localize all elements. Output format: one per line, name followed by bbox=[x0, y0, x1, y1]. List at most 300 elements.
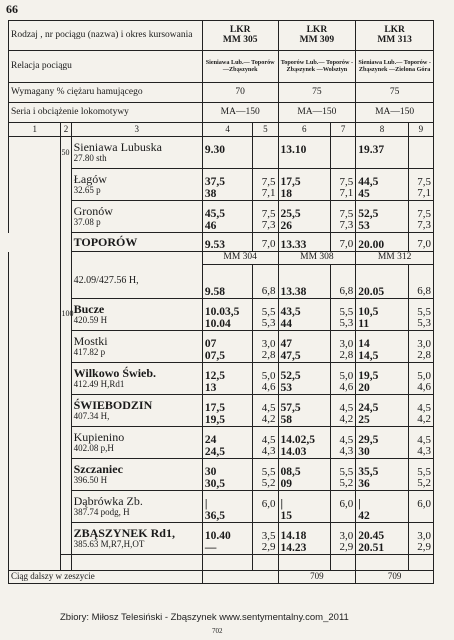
station-name: Łagów bbox=[73, 172, 107, 187]
departure-time: 20 bbox=[358, 381, 370, 394]
station-cell bbox=[71, 169, 202, 201]
time-cell: 20.00 bbox=[356, 233, 408, 252]
km-cell bbox=[9, 265, 61, 299]
station-row bbox=[9, 201, 434, 233]
time-cell bbox=[202, 427, 252, 459]
km-cell bbox=[61, 265, 71, 299]
station-name: Mostki bbox=[73, 334, 108, 349]
run-minutes: 6,0 bbox=[261, 497, 276, 510]
time-cell bbox=[278, 491, 330, 523]
min-cell bbox=[253, 169, 278, 201]
arrival-time: 45,5 bbox=[204, 207, 225, 220]
train-header-2 bbox=[278, 21, 356, 51]
time-cell: 9.53 bbox=[202, 233, 252, 252]
run-minutes: 7,5 bbox=[261, 175, 276, 188]
arrival-time: 19,5 bbox=[358, 369, 379, 382]
run-minutes: 7,5 bbox=[417, 175, 431, 188]
station-cell bbox=[71, 363, 202, 395]
min-cell bbox=[331, 395, 356, 427]
spacer bbox=[9, 555, 61, 571]
arrival-time: 47 bbox=[280, 337, 293, 350]
min-cell bbox=[331, 331, 356, 363]
arrival-time: | bbox=[280, 497, 284, 510]
departure-time: 24,5 bbox=[204, 445, 225, 458]
run-minutes: 7,5 bbox=[261, 207, 276, 220]
run-minutes: 7,1 bbox=[417, 187, 431, 200]
time-cell bbox=[278, 363, 330, 395]
min-cell bbox=[408, 331, 433, 363]
run-minutes: 4,3 bbox=[261, 445, 276, 458]
run-minutes: 5,5 bbox=[261, 465, 276, 478]
run-minutes: 2,9 bbox=[339, 541, 354, 554]
departure-time: 20.51 bbox=[358, 541, 385, 554]
station-name: Kupienino bbox=[73, 430, 125, 445]
time-cell bbox=[278, 201, 330, 233]
label-wymagany: Wymagany % ciężaru hamującego bbox=[9, 83, 203, 103]
run-minutes bbox=[255, 510, 275, 522]
col-num: 3 bbox=[71, 123, 202, 137]
spacer bbox=[278, 555, 330, 571]
min-cell bbox=[253, 523, 278, 555]
arrival-time: 35,5 bbox=[358, 465, 379, 478]
run-minutes: 4,2 bbox=[339, 413, 354, 426]
arrival-time: 10.03,5 bbox=[204, 305, 240, 318]
departure-time: 58 bbox=[280, 413, 293, 426]
arrival-time: | bbox=[358, 497, 361, 510]
timetable bbox=[8, 20, 434, 584]
station-cell bbox=[71, 201, 202, 233]
min-cell bbox=[408, 427, 433, 459]
page-number: 66 bbox=[6, 2, 18, 16]
time-cell bbox=[202, 491, 252, 523]
km-marker bbox=[61, 491, 71, 523]
run-minutes: 4,2 bbox=[417, 413, 431, 426]
run-minutes: 2,9 bbox=[417, 541, 431, 554]
km-marker bbox=[61, 201, 71, 233]
km-cell bbox=[9, 137, 61, 169]
station-row bbox=[9, 459, 434, 491]
km-cell bbox=[9, 363, 61, 395]
departure-time: 15 bbox=[280, 509, 293, 522]
station-cell bbox=[71, 427, 202, 459]
min-cell: 7,0 bbox=[408, 233, 433, 252]
col-num: 5 bbox=[253, 123, 278, 137]
col-num: 9 bbox=[408, 123, 433, 137]
time-cell bbox=[202, 169, 252, 201]
run-minutes: 5,2 bbox=[261, 477, 276, 490]
arrival-time: 24,5 bbox=[358, 401, 379, 414]
km-marker bbox=[61, 363, 71, 395]
station-row bbox=[9, 363, 434, 395]
time-cell: 20.05 bbox=[356, 265, 408, 299]
min-cell bbox=[253, 363, 278, 395]
run-minutes: 7,3 bbox=[417, 219, 431, 232]
run-minutes: 2,8 bbox=[417, 349, 431, 362]
km-cell bbox=[9, 459, 61, 491]
departure-time: 13 bbox=[204, 381, 217, 394]
name-cell bbox=[71, 252, 202, 265]
station-name: Wilkowo Świeb. bbox=[73, 366, 157, 381]
km-cell bbox=[9, 299, 61, 331]
station-name: ŚWIEBODZIN bbox=[73, 398, 153, 413]
station-rows-a bbox=[9, 137, 434, 233]
run-minutes: 2,9 bbox=[261, 541, 276, 554]
min-cell bbox=[253, 491, 278, 523]
time-cell bbox=[356, 363, 408, 395]
departure-time bbox=[205, 156, 250, 168]
arrival-time: 14 bbox=[358, 337, 370, 350]
train-header-3 bbox=[356, 21, 434, 51]
header-brake-row bbox=[9, 83, 434, 103]
run-minutes: 7,3 bbox=[261, 219, 276, 232]
departure-time: 42 bbox=[358, 509, 370, 522]
run-minutes: 3,0 bbox=[261, 337, 276, 350]
arrival-time: | bbox=[204, 497, 208, 510]
station-km: 420.59 H bbox=[73, 315, 108, 326]
sub-train-1: MM 304 bbox=[202, 252, 278, 265]
time-cell bbox=[356, 523, 408, 555]
min-cell: 7,0 bbox=[331, 233, 356, 252]
station-name: Szczaniec bbox=[73, 462, 123, 477]
arrival-time: 17,5 bbox=[204, 401, 225, 414]
footer-cont-2: 709 bbox=[278, 571, 356, 584]
station-row bbox=[9, 491, 434, 523]
run-minutes: 4,6 bbox=[339, 381, 354, 394]
credit-line: Zbiory: Miłosz Telesiński - Zbąszynek www.sentymentalny.com_2011 bbox=[60, 612, 349, 623]
run-minutes: 3,0 bbox=[417, 337, 431, 350]
sub-train-2: MM 308 bbox=[278, 252, 356, 265]
station-row bbox=[9, 169, 434, 201]
km-cell bbox=[61, 252, 71, 265]
run-minutes: 3,0 bbox=[417, 529, 431, 542]
time-cell bbox=[278, 459, 330, 491]
min-cell bbox=[331, 363, 356, 395]
time-cell bbox=[278, 523, 330, 555]
arrival-time: 9.30 bbox=[204, 143, 225, 156]
run-minutes: 2,8 bbox=[339, 349, 354, 362]
station-km: 387.74 podg, H bbox=[73, 507, 130, 518]
time-cell bbox=[356, 491, 408, 523]
time-cell: 9.58 bbox=[202, 265, 252, 299]
time-cell bbox=[202, 299, 252, 331]
train-number: MM 305 bbox=[222, 34, 258, 45]
station-name: Bucze bbox=[73, 302, 105, 317]
min-cell bbox=[253, 201, 278, 233]
run-minutes: 5,2 bbox=[339, 477, 354, 490]
run-minutes bbox=[411, 156, 431, 168]
departure-time: 14.03 bbox=[280, 445, 307, 458]
toporow-row bbox=[9, 233, 434, 252]
toporow-dep-row bbox=[9, 265, 434, 299]
station-km: 32.65 p bbox=[73, 185, 101, 196]
run-minutes bbox=[411, 510, 431, 522]
departure-time: — bbox=[204, 541, 217, 554]
departure-time: 26 bbox=[280, 219, 293, 232]
run-minutes: 6,0 bbox=[339, 497, 354, 510]
time-cell bbox=[356, 169, 408, 201]
min-cell bbox=[331, 491, 356, 523]
arrival-time: 52,5 bbox=[358, 207, 379, 220]
loco-3: MA—150 bbox=[356, 103, 434, 123]
footer-cont-1 bbox=[202, 571, 278, 584]
run-minutes: 4,3 bbox=[339, 445, 354, 458]
header-train-row bbox=[9, 21, 434, 51]
arrival-time: 19.37 bbox=[358, 143, 385, 156]
run-minutes: 5,3 bbox=[261, 317, 276, 330]
min-cell bbox=[331, 137, 356, 169]
spacer bbox=[61, 555, 71, 571]
column-number-row bbox=[9, 123, 434, 137]
km-cell bbox=[9, 491, 61, 523]
run-minutes: 3,0 bbox=[339, 529, 354, 542]
train-name: LKR bbox=[229, 24, 251, 35]
departure-time: 19,5 bbox=[204, 413, 225, 426]
time-cell bbox=[278, 395, 330, 427]
departure-time: 46 bbox=[204, 219, 217, 232]
spacer bbox=[253, 555, 278, 571]
min-cell bbox=[331, 169, 356, 201]
station-name: Sieniawa Lubuska bbox=[73, 140, 162, 155]
time-cell bbox=[202, 523, 252, 555]
km-cell bbox=[9, 331, 61, 363]
station-row bbox=[9, 331, 434, 363]
km-cell bbox=[9, 233, 61, 252]
km-marker bbox=[61, 427, 71, 459]
station-cell bbox=[71, 331, 202, 363]
run-minutes: 5,3 bbox=[417, 317, 431, 330]
min-cell: 7,0 bbox=[253, 233, 278, 252]
min-cell bbox=[331, 523, 356, 555]
arrival-time: 08,5 bbox=[280, 465, 301, 478]
station-name: Dąbrówka Zb. bbox=[73, 494, 143, 509]
arrival-time: 57,5 bbox=[280, 401, 301, 414]
col-num: 8 bbox=[356, 123, 408, 137]
time-cell bbox=[356, 299, 408, 331]
run-minutes: 5,5 bbox=[261, 305, 276, 318]
run-minutes: 4,6 bbox=[417, 381, 431, 394]
arrival-time: 07 bbox=[204, 337, 217, 350]
min-cell bbox=[408, 491, 433, 523]
station-km: 417.82 p bbox=[73, 347, 106, 358]
station-km: 396.50 H bbox=[73, 475, 108, 486]
km-cell bbox=[61, 233, 71, 252]
col-num: 7 bbox=[331, 123, 356, 137]
km-cell bbox=[9, 395, 61, 427]
run-minutes: 3,5 bbox=[261, 529, 276, 542]
departure-time: 30 bbox=[358, 445, 370, 458]
departure-time: 10.04 bbox=[204, 317, 231, 330]
station-km: 402.08 p,H bbox=[73, 443, 114, 454]
time-cell bbox=[356, 331, 408, 363]
departure-time: 07,5 bbox=[204, 349, 225, 362]
run-minutes: 5,5 bbox=[339, 305, 354, 318]
run-minutes: 3,0 bbox=[339, 337, 354, 350]
departure-time: 47,5 bbox=[280, 349, 301, 362]
km-marker bbox=[61, 523, 71, 555]
arrival-time: 30 bbox=[204, 465, 217, 478]
min-cell: 6,8 bbox=[408, 265, 433, 299]
toporow-km: 42.09/427.56 H, bbox=[71, 265, 202, 299]
departure-time: 36,5 bbox=[204, 509, 225, 522]
loco-2: MA—150 bbox=[278, 103, 356, 123]
col-num: 6 bbox=[278, 123, 330, 137]
time-cell bbox=[356, 137, 408, 169]
km-marker: 100 bbox=[61, 299, 71, 331]
station-row bbox=[9, 395, 434, 427]
min-cell bbox=[331, 299, 356, 331]
arrival-time: 10,5 bbox=[358, 305, 379, 318]
header-loco-row bbox=[9, 103, 434, 123]
time-cell: 13.33 bbox=[278, 233, 330, 252]
km-cell bbox=[9, 252, 61, 265]
time-cell bbox=[202, 363, 252, 395]
spacer bbox=[202, 555, 252, 571]
spacer bbox=[408, 555, 433, 571]
min-cell bbox=[408, 459, 433, 491]
run-minutes: 4,3 bbox=[417, 445, 431, 458]
train-number: MM 309 bbox=[299, 34, 335, 45]
label-relacja: Relacja pociągu bbox=[9, 51, 203, 83]
footer-cont-3: 709 bbox=[356, 571, 434, 584]
min-cell bbox=[331, 201, 356, 233]
km-marker bbox=[61, 169, 71, 201]
run-minutes: 4,6 bbox=[261, 381, 276, 394]
station-toporow: TOPORÓW bbox=[71, 233, 202, 252]
header-relation-row bbox=[9, 51, 434, 83]
station-km: 407.34 H, bbox=[73, 411, 110, 422]
station-row bbox=[9, 427, 434, 459]
train-name: LKR bbox=[384, 24, 405, 35]
km-cell bbox=[9, 523, 61, 555]
station-km: 385.63 M,R7,H,OT bbox=[73, 539, 145, 550]
relation-1: Sieniawa Lub.— Toporów —Zbąszynek bbox=[202, 51, 278, 83]
run-minutes: 5,5 bbox=[417, 305, 431, 318]
time-cell bbox=[202, 459, 252, 491]
run-minutes: 7,3 bbox=[339, 219, 354, 232]
station-rows-b bbox=[9, 299, 434, 555]
departure-time: 09 bbox=[280, 477, 293, 490]
run-minutes bbox=[255, 156, 275, 168]
min-cell: 6,8 bbox=[253, 265, 278, 299]
run-minutes: 7,1 bbox=[339, 187, 354, 200]
min-cell bbox=[253, 137, 278, 169]
run-minutes: 4,5 bbox=[261, 433, 276, 446]
label-rodzaj: Rodzaj , nr pociągu (nazwa) i okres kursowania bbox=[9, 21, 203, 51]
departure-time: 18 bbox=[280, 187, 293, 200]
arrival-time: 14.18 bbox=[280, 529, 307, 542]
run-minutes: 5,0 bbox=[339, 369, 354, 382]
time-cell bbox=[278, 427, 330, 459]
brake-3: 75 bbox=[356, 83, 434, 103]
run-minutes: 4,5 bbox=[339, 401, 354, 414]
arrival-time: 43,5 bbox=[280, 305, 301, 318]
min-cell: 6,8 bbox=[331, 265, 356, 299]
footer-label: Ciąg dalszy w zeszycie bbox=[9, 571, 203, 584]
departure-time bbox=[358, 156, 405, 168]
station-km: 37.08 p bbox=[73, 217, 101, 228]
run-minutes: 2,8 bbox=[261, 349, 276, 362]
arrival-time: 12,5 bbox=[204, 369, 225, 382]
arrival-time: 17,5 bbox=[280, 175, 301, 188]
arrival-time: 44,5 bbox=[358, 175, 379, 188]
km-marker bbox=[61, 331, 71, 363]
relation-2: Toporów Lub.— Toporów - Zbąszynek —Wolsztyn bbox=[278, 51, 356, 83]
run-minutes: 4,5 bbox=[339, 433, 354, 446]
departure-time: 45 bbox=[358, 187, 370, 200]
run-minutes: 7,5 bbox=[339, 175, 354, 188]
train-header-1 bbox=[202, 21, 278, 51]
departure-time: 44 bbox=[280, 317, 293, 330]
min-cell bbox=[331, 459, 356, 491]
time-cell bbox=[356, 427, 408, 459]
arrival-time: 24 bbox=[204, 433, 217, 446]
spacer bbox=[356, 555, 408, 571]
min-cell bbox=[253, 459, 278, 491]
departure-time: 36 bbox=[358, 477, 370, 490]
time-cell bbox=[202, 201, 252, 233]
km-cell bbox=[9, 169, 61, 201]
time-cell bbox=[202, 395, 252, 427]
station-row bbox=[9, 523, 434, 555]
departure-time: 11 bbox=[358, 317, 370, 330]
toporow-sub-row bbox=[9, 252, 434, 265]
km-marker bbox=[61, 459, 71, 491]
time-cell bbox=[202, 137, 252, 169]
min-cell bbox=[253, 427, 278, 459]
departure-time: 14.23 bbox=[280, 541, 307, 554]
min-cell bbox=[408, 169, 433, 201]
run-minutes: 4,5 bbox=[261, 401, 276, 414]
departure-time: 53 bbox=[280, 381, 293, 394]
run-minutes: 7,1 bbox=[261, 187, 276, 200]
arrival-time: 25,5 bbox=[280, 207, 301, 220]
arrival-time: 20.45 bbox=[358, 529, 385, 542]
min-cell bbox=[408, 299, 433, 331]
departure-time: 30,5 bbox=[204, 477, 225, 490]
departure-time: 25 bbox=[358, 413, 370, 426]
arrival-time: 37,5 bbox=[204, 175, 225, 188]
run-minutes: 5,0 bbox=[261, 369, 276, 382]
km-cell bbox=[9, 201, 61, 233]
departure-time: 38 bbox=[204, 187, 217, 200]
min-cell bbox=[331, 427, 356, 459]
station-cell bbox=[71, 395, 202, 427]
sub-train-3: MM 312 bbox=[356, 252, 434, 265]
min-cell bbox=[408, 523, 433, 555]
time-cell bbox=[356, 201, 408, 233]
arrival-time: 52,5 bbox=[280, 369, 301, 382]
run-minutes: 5,0 bbox=[417, 369, 431, 382]
station-km: 412.49 H,Rd1 bbox=[73, 379, 125, 390]
min-cell bbox=[408, 137, 433, 169]
arrival-time: 14.02,5 bbox=[280, 433, 316, 446]
bottom-page-number: 702 bbox=[212, 627, 223, 635]
train-name: LKR bbox=[306, 24, 328, 35]
run-minutes: 7,5 bbox=[339, 207, 354, 220]
time-cell bbox=[278, 331, 330, 363]
arrival-time: 13.10 bbox=[280, 143, 307, 156]
min-cell bbox=[253, 299, 278, 331]
station-name: Gronów bbox=[73, 204, 113, 219]
relation-3: Sieniawa Lub.— Toporów - Zbąszynek —Zielona Góra bbox=[356, 51, 434, 83]
station-cell bbox=[71, 491, 202, 523]
loco-1: MA—150 bbox=[202, 103, 278, 123]
run-minutes: 4,2 bbox=[261, 413, 276, 426]
footer-row bbox=[9, 571, 434, 584]
time-cell bbox=[278, 299, 330, 331]
time-cell bbox=[202, 331, 252, 363]
min-cell bbox=[408, 395, 433, 427]
